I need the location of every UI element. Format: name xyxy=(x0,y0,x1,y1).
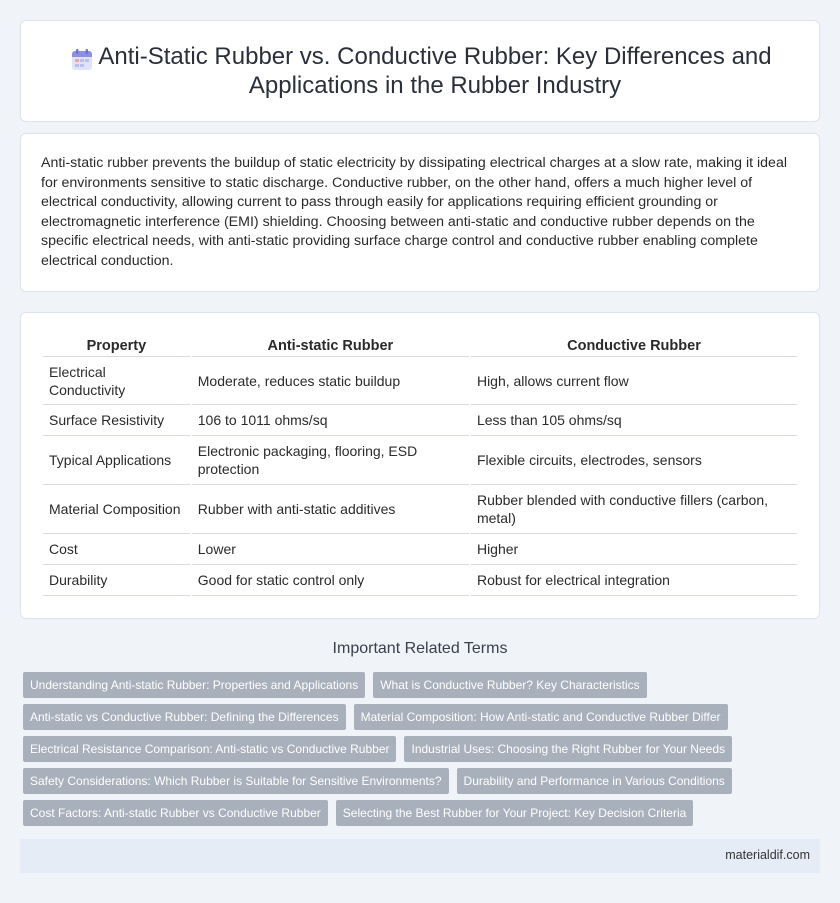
table-cell: Typical Applications xyxy=(43,436,190,485)
intro-paragraph: Anti-static rubber prevents the buildup of static electricity by dissipating electrical charges at a slow rate, making it ideal for environments sensitive to static discharge. Conductive rubber, on the other hand, offers a much higher level of electrical conductivity, allowing current to pass through easily for applications requiring efficient grounding or electromagnetic interference (EMI) shielding. Choosing between anti-static and conductive rubber depends on the specific electrical needs, with anti-static providing surface charge control and conductive rubber enabling complete electrical conduction. xyxy=(41,155,787,269)
related-term-link[interactable]: Safety Considerations: Which Rubber is Suitable for Sensitive Environments? xyxy=(23,768,449,794)
table-cell: Rubber blended with conductive fillers (carbon, metal) xyxy=(471,485,797,534)
table-cell: Good for static control only xyxy=(192,565,469,596)
related-term-link[interactable]: What is Conductive Rubber? Key Characteristics xyxy=(373,672,646,698)
table-cell: Robust for electrical integration xyxy=(471,565,797,596)
title-card xyxy=(20,20,820,122)
related-term-link[interactable]: Industrial Uses: Choosing the Right Rubber for Your Needs xyxy=(404,736,732,762)
related-terms-heading: Important Related Terms xyxy=(332,640,508,657)
table-header-row xyxy=(43,335,797,357)
tag-row xyxy=(23,672,823,698)
page-title: Anti-Static Rubber vs. Conductive Rubber: Key Differences and Applications in the Rubber Industry xyxy=(98,43,772,99)
table-cell: Material Composition xyxy=(43,485,190,534)
table-row xyxy=(43,485,797,534)
header-conductive: Conductive Rubber xyxy=(471,335,797,357)
table-cell: Electrical Conductivity xyxy=(43,357,190,405)
tag-row xyxy=(23,768,823,794)
comparison-table-card xyxy=(20,312,820,619)
footer xyxy=(20,839,820,873)
table-row xyxy=(43,534,797,565)
related-term-link[interactable]: Understanding Anti-static Rubber: Properties and Applications xyxy=(23,672,365,698)
related-term-link[interactable]: Anti-static vs Conductive Rubber: Defining the Differences xyxy=(23,704,346,730)
table-cell: Flexible circuits, electrodes, sensors xyxy=(471,436,797,485)
table-cell: 106 to 1011 ohms/sq xyxy=(192,405,469,436)
table-cell: Lower xyxy=(192,534,469,565)
tag-row xyxy=(23,736,823,762)
tag-row xyxy=(23,800,823,826)
related-term-link[interactable]: Material Composition: How Anti-static and Conductive Rubber Differ xyxy=(354,704,728,730)
table-cell: Cost xyxy=(43,534,190,565)
table-cell: High, allows current flow xyxy=(471,357,797,405)
table-row xyxy=(43,436,797,485)
table-cell: Moderate, reduces static buildup xyxy=(192,357,469,405)
intro-card xyxy=(20,133,820,292)
table-cell: Higher xyxy=(471,534,797,565)
table-cell: Durability xyxy=(43,565,190,596)
tag-row xyxy=(23,704,823,730)
header-property: Property xyxy=(43,335,190,357)
table-cell: Less than 105 ohms/sq xyxy=(471,405,797,436)
table-row xyxy=(43,565,797,596)
comparison-table xyxy=(41,335,799,596)
table-row xyxy=(43,405,797,436)
header-anti-static: Anti-static Rubber xyxy=(192,335,469,357)
related-terms-list xyxy=(23,672,823,832)
related-term-link[interactable]: Durability and Performance in Various Conditions xyxy=(457,768,732,794)
related-term-link[interactable]: Selecting the Best Rubber for Your Project: Key Decision Criteria xyxy=(336,800,694,826)
table-cell: Surface Resistivity xyxy=(43,405,190,436)
related-term-link[interactable]: Electrical Resistance Comparison: Anti-static vs Conductive Rubber xyxy=(23,736,396,762)
table-cell: Rubber with anti-static additives xyxy=(192,485,469,534)
related-term-link[interactable]: Cost Factors: Anti-static Rubber vs Conductive Rubber xyxy=(23,800,328,826)
footer-site-link[interactable]: materialdif.com xyxy=(725,848,810,862)
table-row xyxy=(43,357,797,405)
table-cell: Electronic packaging, flooring, ESD protection xyxy=(192,436,469,485)
